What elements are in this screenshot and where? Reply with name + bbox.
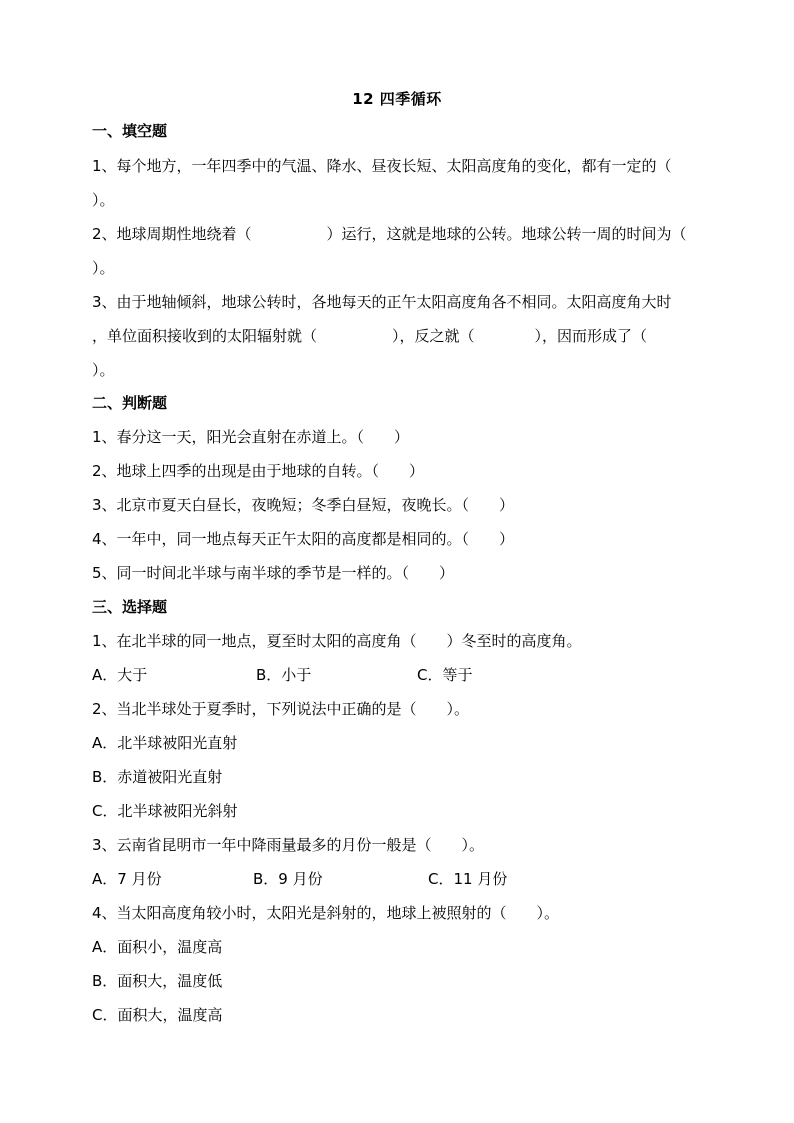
- fill-q3-line3: ）。: [92, 361, 115, 379]
- choice-q3-option-a: A．7 月份: [92, 870, 162, 888]
- section-heading-multiple-choice: 三、选择题: [92, 598, 168, 616]
- judge-item-3: 3、北京市夏天白昼长，夜晚短；冬季白昼短，夜晚长。（ ）: [92, 496, 515, 514]
- choice-q1-stem: 1、在北半球的同一地点，夏至时太阳的高度角（ ）冬至时的高度角。: [92, 632, 582, 650]
- fill-q1-line2: ）。: [92, 191, 115, 209]
- judge-item-2: 2、地球上四季的出现是由于地球的自转。（ ）: [92, 462, 425, 480]
- choice-q4-option-c: C．面积大，温度高: [92, 1006, 223, 1024]
- fill-q2-line1: 2、地球周期性地绕着（ ）运行，这就是地球的公转。地球公转一周的时间为（: [92, 225, 687, 243]
- fill-q3-line2: ，单位面积接收到的太阳辐射就（ ），反之就（ ），因而形成了（: [92, 327, 648, 345]
- choice-q2-stem: 2、当北半球处于夏季时，下列说法中正确的是（ ）。: [92, 700, 470, 718]
- judge-item-1: 1、春分这一天，阳光会直射在赤道上。（ ）: [92, 428, 410, 446]
- choice-q2-option-a: A．北半球被阳光直射: [92, 734, 238, 752]
- choice-q3-option-c: C．11 月份: [428, 870, 508, 888]
- choice-q2-option-c: C．北半球被阳光斜射: [92, 802, 238, 820]
- choice-q4-stem: 4、当太阳高度角较小时，太阳光是斜射的，地球上被照射的（ ）。: [92, 904, 560, 922]
- section-heading-true-false: 二、判断题: [92, 394, 168, 412]
- choice-q3-option-b: B．9 月份: [253, 870, 323, 888]
- fill-q2-line2: ）。: [92, 259, 115, 277]
- fill-q3-line1: 3、由于地轴倾斜，地球公转时，各地每天的正午太阳高度角各不相同。太阳高度角大时: [92, 293, 672, 311]
- choice-q4-option-a: A．面积小，温度高: [92, 938, 223, 956]
- judge-item-5: 5、同一时间北半球与南半球的季节是一样的。（ ）: [92, 564, 455, 582]
- fill-q1-line1: 1、每个地方，一年四季中的气温、降水、昼夜长短、太阳高度角的变化，都有一定的（: [92, 157, 672, 175]
- page-title: 12 四季循环: [352, 90, 442, 108]
- choice-q4-option-b: B．面积大，温度低: [92, 972, 223, 990]
- choice-q1-option-a: A．大于: [92, 666, 148, 684]
- choice-q2-option-b: B．赤道被阳光直射: [92, 768, 223, 786]
- choice-q1-option-b: B．小于: [256, 666, 312, 684]
- judge-item-4: 4、一年中，同一地点每天正午太阳的高度都是相同的。（ ）: [92, 530, 515, 548]
- section-heading-fill-in: 一、填空题: [92, 122, 168, 140]
- choice-q3-stem: 3、云南省昆明市一年中降雨量最多的月份一般是（ ）。: [92, 836, 485, 854]
- choice-q1-option-c: C．等于: [417, 666, 473, 684]
